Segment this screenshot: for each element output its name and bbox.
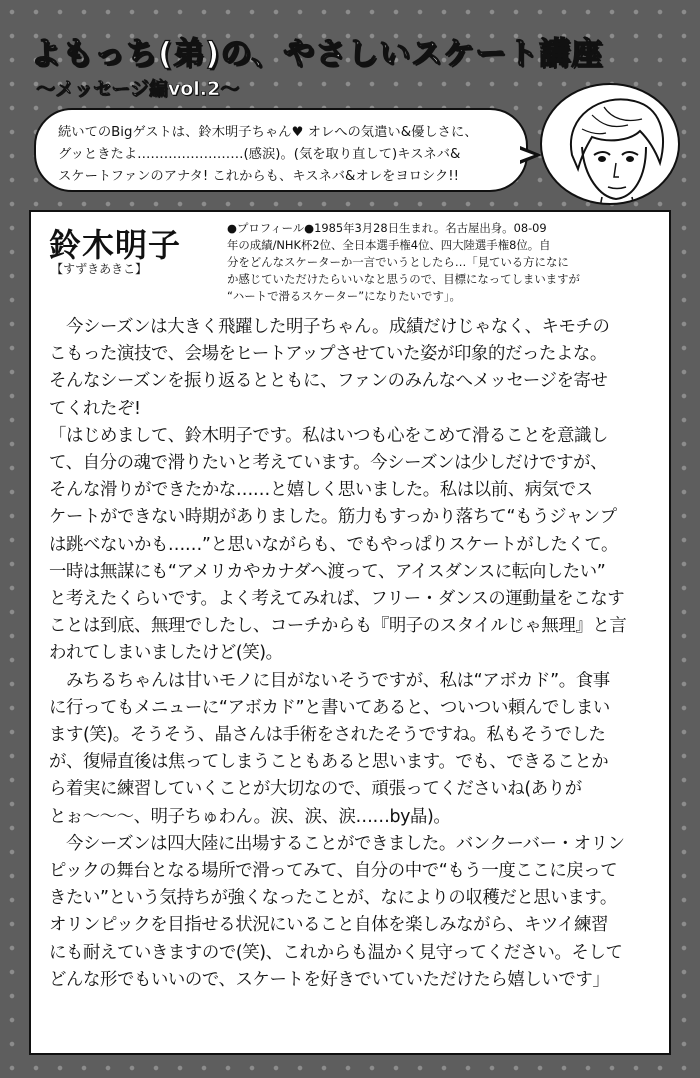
- body-line: われてしまいましたけど(笑)。: [49, 643, 283, 664]
- skater-name: 鈴木明子: [49, 226, 182, 264]
- page-subtitle: 〜メッセージ編vol.2〜: [36, 78, 240, 100]
- body-line: ます(笑)。そうそう、晶さんは手術をされたそうですね。私もそうでした: [49, 725, 606, 746]
- body-line: そんなシーズンを振り返るとともに、ファンのみんなへメッセージを寄せ: [49, 371, 608, 392]
- body-line: とぉ〜〜〜、明子ちゅわん。涙、涙、涙……by晶)。: [49, 806, 451, 827]
- bubble-tail-inner: [518, 149, 534, 161]
- article-panel: [29, 210, 671, 1055]
- body-line: ケートができない時期がありました。筋力もすっかり落ちて“もうジャンプ: [49, 507, 617, 528]
- body-line: にも耐えていきますので(笑)、これからも温かく見守ってください。そして: [49, 942, 623, 963]
- bubble-line: グッときたよ……………………(感涙)。(気を取り直して)キスネバ&: [58, 147, 461, 162]
- body-line: きたい”という気持ちが強くなったことが、なによりの収穫だと思います。: [49, 888, 617, 909]
- body-line: に行ってもメニューに“アボカド”と書いてあると、ついつい頼んでしまい: [49, 697, 610, 718]
- body-line: ピックの舞台となる場所で滑ってみて、自分の中で“もう一度ここに戻って: [49, 861, 618, 882]
- body-line: 「はじめまして、鈴木明子です。私はいつも心をこめて滑ることを意識し: [49, 425, 608, 446]
- profile-line: ●プロフィール●1985年3月28日生まれ。名古屋出身。08-09: [227, 221, 547, 235]
- bubble-line: スケートファンのアナタ! これからも、キスネバ&オレをヨロシク!!: [58, 169, 459, 184]
- body-line: どんな形でもいいので、スケートを好きでいていただけたら嬉しいです」: [49, 969, 610, 990]
- body-line: てくれたぞ!: [49, 398, 141, 419]
- body-line: 一時は無謀にも“アメリカやカナダへ渡って、アイスダンスに転向したい”: [49, 561, 606, 582]
- body-line: ことは到底、無理でしたし、コーチからも『明子のスタイルじゃ無理』と言: [49, 616, 627, 637]
- body-line: 今シーズンは大きく飛躍した明子ちゃん。成績だけじゃなく、キモチの: [49, 317, 610, 337]
- character-portrait: [540, 83, 680, 205]
- bubble-line: 続いてのBigゲストは、鈴木明子ちゃん♥ オレへの気遣い&優しさに、: [58, 125, 478, 140]
- skater-name-reading: 【すずきあきこ】: [51, 262, 148, 276]
- body-line: そんな滑りができたかな……と嬉しく思いました。私は以前、病気でス: [49, 480, 593, 501]
- profile-box: [227, 220, 657, 305]
- speech-bubble: [34, 108, 528, 192]
- character-illustration: [542, 85, 680, 205]
- body-line: こもった演技で、会場をヒートアップさせていた姿が印象的だったよな。: [49, 344, 607, 365]
- body-line: は跳べないかも……”と思いながらも、でもやっぱりスケートがしたくて。: [49, 534, 618, 555]
- body-line: みちるちゃんは甘いモノに目がないそうですが、私は“アボカド”。食事: [49, 670, 610, 691]
- profile-line: か感じていただけたらいいなと思うので、目標になってしまいますが: [227, 272, 580, 286]
- body-line: と考えたくらいです。よく考えてみれば、フリー・ダンスの運動量をこなす: [49, 589, 625, 610]
- body-line: 今シーズンは四大陸に出場することができました。バンクーバー・オリン: [49, 833, 625, 854]
- profile-line: “ハートで滑るスケーター”になりたいです」。: [227, 289, 461, 303]
- article-body: [49, 314, 661, 994]
- body-line: オリンピックを目指せる状況にいること自体を楽しみながら、キツイ練習: [49, 915, 609, 936]
- page-title: よもっち(弟)の、やさしいスケート講座: [30, 36, 604, 72]
- profile-line: 分をどんなスケーターか一言でいうとしたら…「見ている方になに: [227, 255, 569, 269]
- body-line: が、復帰直後は焦ってしまうこともあると思います。でも、できることか: [49, 752, 609, 773]
- body-line: て、自分の魂で滑りたいと考えています。今シーズンは少しだけですが、: [49, 453, 608, 474]
- body-line: ら着実に練習していくことが大切なので、頑張ってくださいね(ありが: [49, 779, 582, 800]
- profile-line: 年の成績/NHK杯2位、全日本選手権4位、四大陸選手権8位。自: [227, 238, 551, 252]
